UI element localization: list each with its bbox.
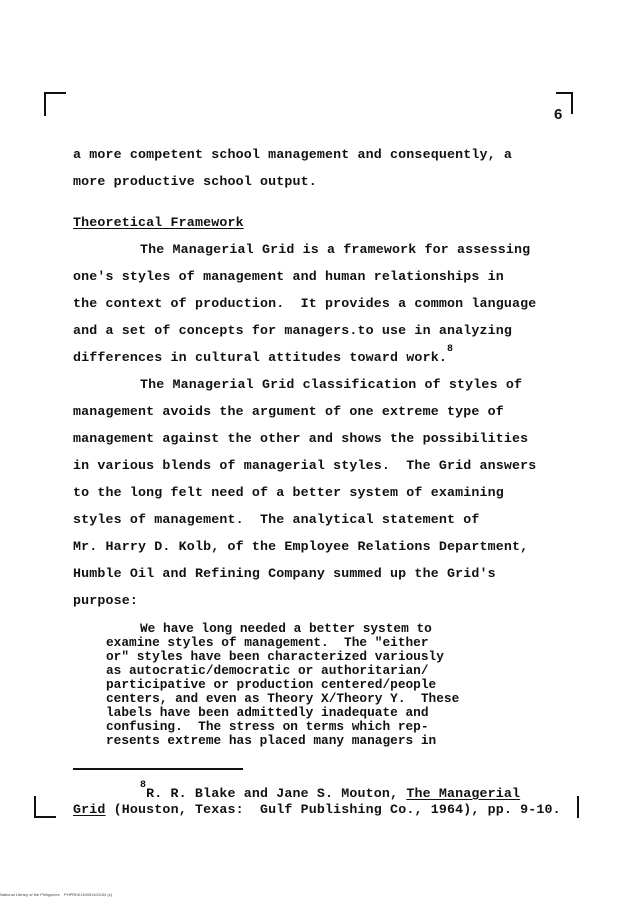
- crop-mark-bottom-left: [34, 796, 36, 818]
- block-quote-line: labels have been admittedly inadequate and: [106, 705, 429, 720]
- footnote-divider: [73, 768, 243, 770]
- section-heading: Theoretical Framework: [73, 215, 244, 230]
- body-line-text: differences in cultural attitudes toward work.: [73, 350, 447, 365]
- block-quote-line: We have long needed a better system to: [140, 621, 432, 636]
- body-line: management avoids the argument of one extreme type of: [73, 404, 504, 419]
- block-quote-line: centers, and even as Theory X/Theory Y. These: [106, 691, 460, 706]
- microfilm-credit: National Library of the Philippines PHPRD0119051100154 (c): [0, 892, 113, 897]
- footnote-line: [73, 802, 561, 817]
- block-quote-line: examine styles of management. The "either: [106, 635, 429, 650]
- body-line: and a set of concepts for managers.to use in analyzing: [73, 323, 512, 338]
- block-quote-line: or" styles have been characterized variously: [106, 649, 444, 664]
- crop-mark-bottom-left: [34, 816, 56, 818]
- body-line: a more competent school management and consequently, a: [73, 147, 512, 162]
- footnote-authors: R. R. Blake and Jane S. Mouton,: [146, 786, 407, 801]
- body-line: to the long felt need of a better system of examining: [73, 485, 504, 500]
- body-line: one's styles of management and human relationships in: [73, 269, 504, 284]
- footnote-marker: 8: [140, 780, 147, 791]
- body-line: [73, 344, 454, 365]
- block-quote-line: confusing. The stress on terms which rep-: [106, 719, 429, 734]
- body-line: The Managerial Grid is a framework for assessing: [140, 242, 531, 257]
- body-line: Mr. Harry D. Kolb, of the Employee Relations Department,: [73, 539, 529, 554]
- block-quote-line: resents extreme has placed many managers in: [106, 733, 437, 748]
- body-line: The Managerial Grid classification of styles of: [140, 377, 523, 392]
- page-number: 6: [554, 106, 563, 123]
- crop-mark-top-left: [44, 92, 66, 94]
- footnote-title: The Managerial: [406, 786, 521, 801]
- body-line: purpose:: [73, 593, 139, 608]
- footnote-line: [140, 780, 521, 801]
- crop-mark-top-left: [44, 92, 46, 116]
- block-quote-line: as autocratic/democratic or authoritarian/: [106, 663, 429, 678]
- crop-mark-top-right: [556, 92, 573, 94]
- body-line: management against the other and shows the possibilities: [73, 431, 529, 446]
- crop-mark-top-right: [571, 92, 573, 114]
- body-line: styles of management. The analytical statement of: [73, 512, 480, 527]
- block-quote-line: participative or production centered/people: [106, 677, 437, 692]
- body-line: in various blends of managerial styles. The Grid answers: [73, 458, 537, 473]
- body-line: the context of production. It provides a common language: [73, 296, 537, 311]
- footnote-publication: (Houston, Texas: Gulf Publishing Co., 1964), pp. 9-10.: [105, 802, 561, 817]
- footnote-reference: 8: [446, 344, 454, 355]
- footnote-title: Grid: [73, 802, 106, 817]
- crop-mark-bottom-right: [577, 796, 579, 818]
- body-line: Humble Oil and Refining Company summed up the Grid's: [73, 566, 496, 581]
- body-line: more productive school output.: [73, 174, 317, 189]
